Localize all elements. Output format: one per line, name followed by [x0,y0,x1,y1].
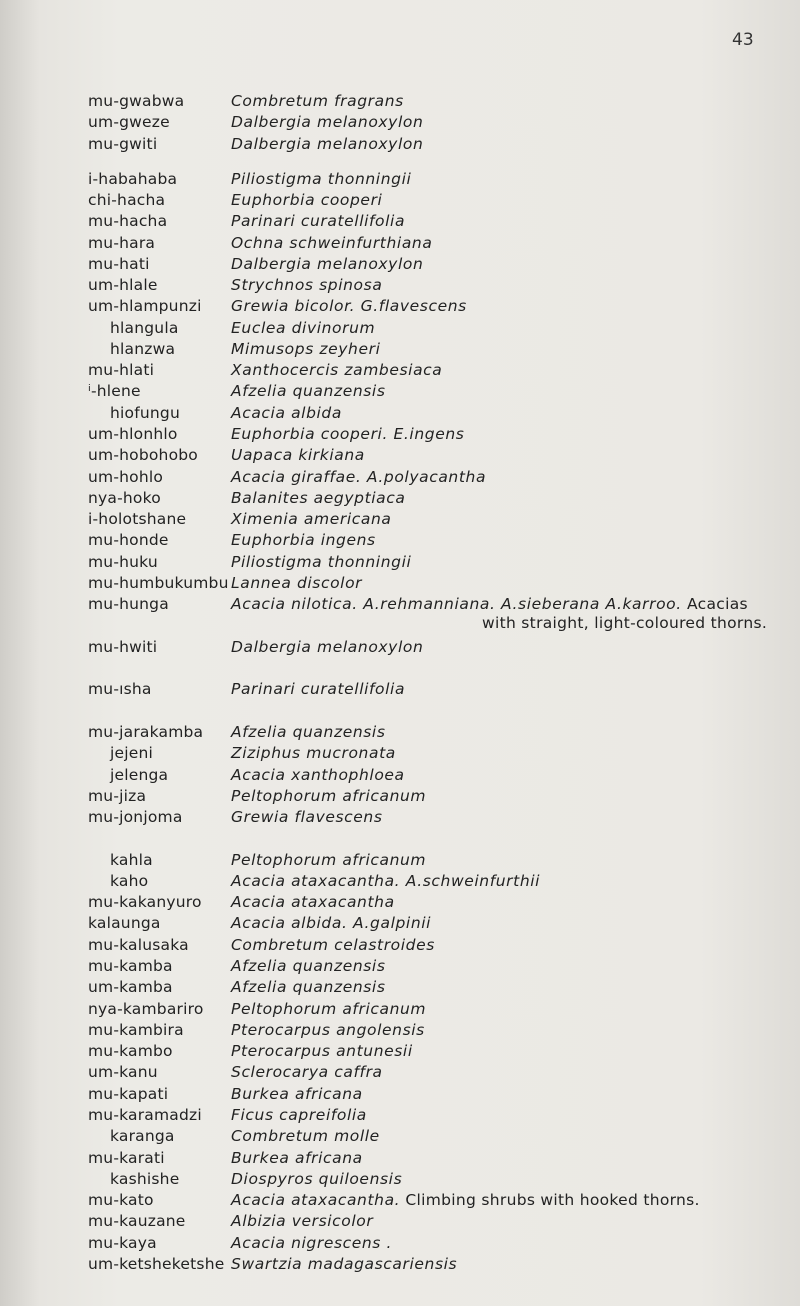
species-name-text: Combretum celastroides [231,935,435,954]
species-name [231,361,442,379]
species-name-text: Peltophorum africanum [231,850,427,869]
species-name-text: Diospyros quiloensis [231,1169,403,1188]
local-name: mu-karati [88,1148,165,1167]
species-name [231,212,405,230]
species-name [231,489,405,507]
species-name [231,808,383,826]
page-number: 43 [732,30,754,50]
species-name [231,92,404,110]
local-name: mu-honde [88,531,169,550]
local-name: hiofungu [110,403,180,422]
species-name [231,255,423,273]
local-name: mu-jonjoma [88,808,183,827]
species-name-text: Mimusops zeyheri [231,339,381,358]
species-name [231,135,423,153]
species-name [231,1063,383,1081]
species-name [231,1042,413,1060]
species-name-text: Acacia nilotica. A.rehmanniana. A.sieberana A.karroo. [231,595,682,614]
local-name: karanga [110,1127,175,1146]
species-name-text: Uapaca kirkiana [231,446,365,465]
species-name [231,744,396,762]
local-name: mu-hlati [88,361,155,380]
species-name [231,1000,426,1018]
species-name [231,113,423,131]
local-name: hlangula [110,318,179,337]
local-name: mu-ısha [88,680,152,699]
species-name-text: Dalbergia melanoxylon [231,637,424,656]
species-name [231,1127,380,1145]
local-name: mu-hunga [88,595,169,614]
species-name [231,978,386,996]
species-name-text: Peltophorum africanum [231,999,427,1018]
species-name [231,787,426,805]
species-name-text: Afzelia quanzensis [231,957,386,976]
local-name: mu-kaya [88,1233,157,1252]
species-name-text: Ficus capreifolia [231,1105,367,1124]
species-name-text: Pterocarpus angolensis [231,1020,425,1039]
local-name: mu-hwiti [88,637,158,656]
local-name: mu-huku [88,552,158,571]
species-name-text: Strychnos spinosa [231,276,383,295]
species-name [231,936,435,954]
species-name-text: Euphorbia cooperi [231,190,383,209]
local-name: mu-jiza [88,786,147,805]
species-name-text: Combretum fragrans [231,92,404,110]
local-name: chi-hacha [88,190,166,209]
local-name: um-gweze [88,113,170,132]
species-name-text: Afzelia quanzensis [231,978,386,997]
species-name-text: Acacia albida. A.galpinii [231,914,432,933]
species-name-text: Euclea divinorum [231,318,376,337]
species-name [231,234,432,252]
local-name: um-hlale [88,276,158,295]
species-name [231,276,382,294]
local-name: mu-jarakamba [88,722,204,741]
species-name-text: Dalbergia melanoxylon [231,134,424,153]
species-name [231,1021,425,1039]
local-name: mu-hati [88,254,150,273]
species-name-text: Parinari curatellifolia [231,680,406,699]
species-name [231,553,411,571]
species-name-text: Parinari curatellifolia [231,212,406,231]
local-name: um-hlonhlo [88,425,178,444]
species-name [231,680,405,698]
species-name [231,1149,363,1167]
local-name: nya-kambariro [88,999,204,1018]
species-note: Climbing shrubs with hooked thorns. [400,1191,700,1210]
species-name [231,468,486,486]
local-name: mu-kamba [88,957,173,976]
local-name: kashishe [110,1169,180,1188]
species-name [231,170,411,188]
species-name-text: Xanthocercis zambesiaca [231,361,443,380]
species-name [231,851,426,869]
species-name-text: Ximenia americana [231,510,392,529]
species-name-text: Dalbergia melanoxylon [231,254,424,273]
species-name-text: Afzelia quanzensis [231,382,386,401]
species-name-text: Acacia nigrescens . [231,1233,393,1252]
species-name-text: Peltophorum africanum [231,786,427,805]
species-name [231,1085,363,1103]
species-name [231,1191,700,1209]
local-name: mu-kato [88,1191,154,1210]
species-name [231,340,381,358]
species-name [231,446,365,464]
local-name: mu-kambira [88,1020,184,1039]
species-name-text: Acacia ataxacantha. A.schweinfurthii [231,871,541,890]
local-name: mu-kakanyuro [88,893,202,912]
species-name-text: Piliostigma thonningii [231,169,412,188]
local-name: jelenga [110,765,169,784]
species-name-text: Pterocarpus antunesii [231,1042,413,1061]
species-name [231,191,382,209]
species-name-text: Piliostigma thonningii [231,552,412,571]
species-name-text: Dalbergia melanoxylon [231,113,424,132]
local-name: hlanzwa [110,339,176,358]
species-name [231,531,376,549]
species-name [231,957,386,975]
local-name: mu-karamadzi [88,1105,202,1124]
local-name: mu-kapati [88,1084,169,1103]
species-name [231,404,342,422]
species-name [231,1106,367,1124]
species-name-text: Swartzia madagascariensis [231,1254,458,1273]
local-name: nya-hoko [88,488,161,507]
species-name-text: Euphorbia cooperi. E.ingens [231,425,465,444]
species-name-text: Albizia versicolor [231,1212,374,1231]
local-name: kaho [110,871,149,890]
species-name-text: Combretum molle [231,1127,380,1146]
species-name [231,723,386,741]
local-name: um-kanu [88,1063,158,1082]
species-name [231,382,386,400]
local-name: mu-gwabwa [88,92,185,110]
species-name-text: Lannea discolor [231,573,363,592]
species-name-text: Acacia xanthophloea [231,765,405,784]
species-name-text: Euphorbia ingens [231,531,376,550]
local-name: jejeni [110,744,154,763]
species-name [231,595,748,613]
species-name-text: Grewia flavescens [231,808,383,827]
species-name [231,1255,457,1273]
species-name [231,638,423,656]
species-name [231,319,375,337]
species-name [231,872,540,890]
local-name: mu-hacha [88,212,168,231]
species-name [231,914,431,932]
local-name: mu-kauzane [88,1212,186,1231]
local-name: mu-hara [88,233,156,252]
species-name-text: Acacia giraffae. A.polyacantha [231,467,487,486]
local-name: um-hobohobo [88,446,198,465]
species-name-text: Sclerocarya caffra [231,1063,383,1082]
species-name-text: Acacia ataxacantha [231,893,395,912]
species-name-text: Burkea africana [231,1148,363,1167]
local-name: ⁱ-hlene [88,382,141,401]
species-note: Acacias [681,595,748,614]
species-name-text: Acacia ataxacantha. [231,1191,401,1210]
species-name-text: Grewia bicolor. G.flavescens [231,297,467,316]
local-name: um-kamba [88,978,173,997]
local-name: mu-kambo [88,1042,173,1061]
local-name: mu-gwiti [88,134,158,153]
local-name: um-hohlo [88,467,164,486]
local-name: um-ketsheketshe [88,1254,225,1273]
local-name: kahla [110,850,153,869]
species-name [231,893,395,911]
local-name: um-hlampunzi [88,297,202,316]
species-name-text: Balanites aegyptiaca [231,488,406,507]
species-name [231,1212,373,1230]
local-name: kalaunga [88,914,161,933]
species-name-text: Acacia albida [231,403,342,422]
species-name [231,297,467,315]
species-name-text: Burkea africana [231,1084,363,1103]
species-name [231,425,464,443]
species-note-continuation: with straight, light-coloured thorns. [482,614,768,633]
species-name [231,510,391,528]
species-name [231,574,362,592]
species-name-text: Afzelia quanzensis [231,722,386,741]
species-name [231,1170,402,1188]
species-name [231,766,405,784]
species-name [231,1234,392,1252]
local-name: i-holotshane [88,510,187,529]
local-name: i-habahaba [88,169,178,188]
local-name: mu-humbukumbu [88,573,229,592]
species-name-text: Ziziphus mucronata [231,744,396,763]
species-name-text: Ochna schweinfurthiana [231,233,433,252]
local-name: mu-kalusaka [88,935,189,954]
